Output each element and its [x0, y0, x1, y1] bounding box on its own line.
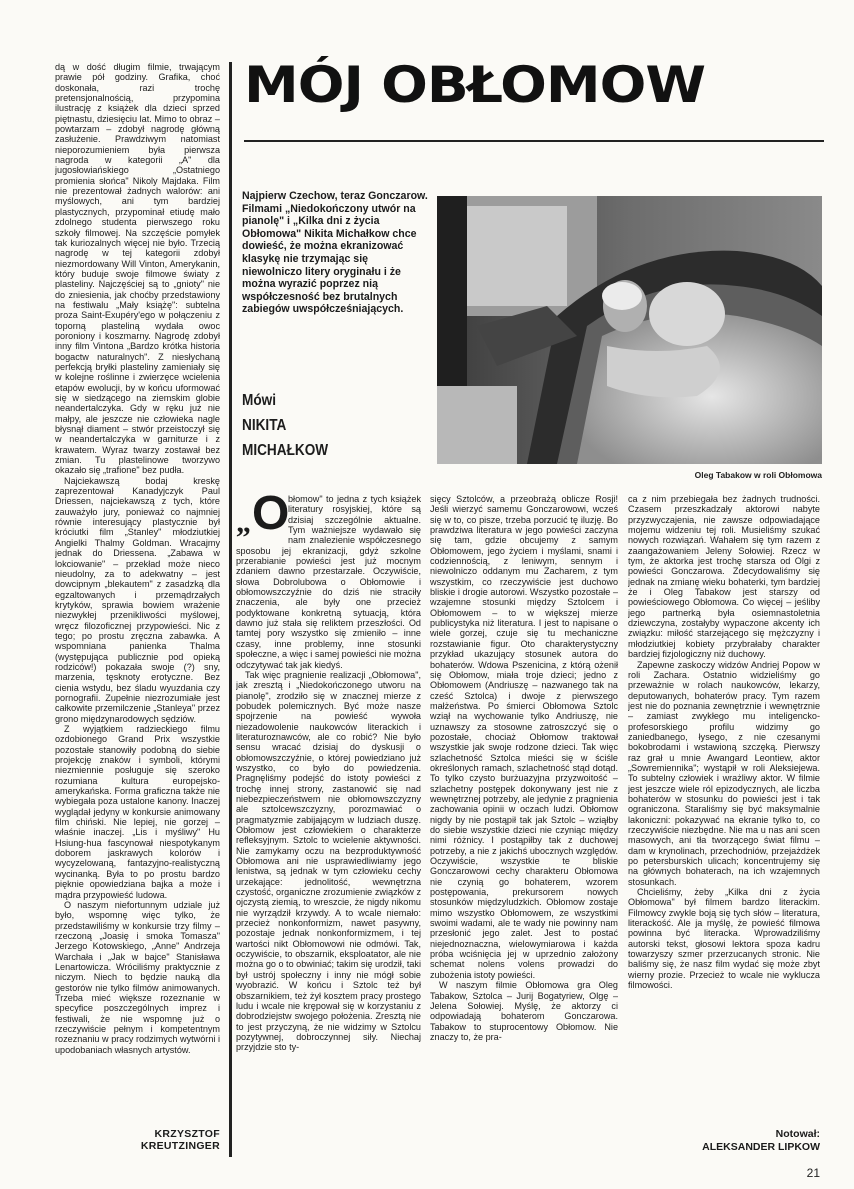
paragraph: Zapewne zaskoczy widzów Andriej Popow w roli Zachara. Ostatnio widzieliśmy go przeważnie w rolach naukowców, lekarzy, deputowanych, bohaterów pracy. Tym razem jest nie do poznania zewnętrznie i wewnętrznie – zamiast zwykłego mu inteligencko-profesorskiego profilu widzimy go zaniedbanego, łysego, z nie czesanymi bokobrodami i wstawioną szczęką. Pierwszy raz grał u mnie Awangard Leontiew, aktor „Sowremiennika"; wystąpił w roli Aleksiejewa. To subtelny człowiek i wrażliwy aktor. W filmie jest jeszcze wiele ról epizodycznych, ale liczba bohaterów w stosunku do powieści jest i tak ograniczona. Staraliśmy się być maksymalnie lakoniczni: pokazywać na ekranie tylko to, co rzeczywiście niezbędne. Nie ma u nas ani scen masowych, ani tła tworzącego świat filmu – dam w krynolinach, przechodniów, przejażdżek po petersburskich ulicach; koncentrujemy się na głównych bohaterach, na ich wzajemnych stosunkach.: [628, 659, 820, 887]
drop-cap-letter: O: [252, 494, 290, 540]
paragraph: dą w dość długim filmie, trwającym prawie pół godziny. Grafika, choć doskonała, razi trochę pretensjonalnością, przypomina ilustrację z książek dla dzieci sprzed piętnastu, dziesięciu lat. Mimo to obraz – powtarzam – zdobył nagrodę główną zasłużenie. Prawdziwym natomiast nieporozumieniem była pierwsza nagroda w kategorii „A" dla jugosłowiańskiego „Ostatniego promienia słońca" Nikoly Majdaka. Film nie prezentował żadnych walorów: ani myślowych, ani tym bardziej plastycznych, przypominał etiudę mało zdolnego studenta pierwszego roku szkoły filmowej. Na szczęście pomyłek tak kuriozalnych więcej nie było. Trzecią nagrodę w tej kategorii zdobył niezmordowany Will Vinton, Amerykanin, który buduje swoje filmowe światy z plasteliny. Najczęściej są to „gnioty" nie do zniesienia, jak choćby przedstawiony na festiwalu „Mały książę": subtelna proza Saint-Exupéry'ego w połączeniu z toporną plasteliną wydała owoc poroniony i koszmarny. Nagrodę zdobył inny film Vintona „Bardzo krótka historia bogactw naturalnych". Z niesłychaną perfekcją bryłki plasteliny zamieniały się w kolejne roślinne i zwierzęce wcielenia etapów ewolucji, by w końcu uformować się w siedzącego na ziemskim globie neandertalczyka. Gdy w ręku już nie małpy, ale jeszcze nie człowieka nagle błysnął diament – stwór przeistoczył się w neandertalczyka w garniturze i z krawatem. Wyraz twarzy zostawał bez zmian. Tu plastelinowe tworzywo okazało się „trafione" bez pudła.: [55, 62, 220, 476]
right-column-text: [430, 494, 618, 1159]
drop-cap-quote: „: [236, 506, 251, 539]
speaker-heading: [242, 388, 428, 463]
paragraph: W naszym filmie Obłomowa gra Oleg Tabakow, Sztolca – Jurij Bogatyriew, Olgę – Jelena Sołowiej. Myślę, że aktorzy ci odpowiadają bohaterom Gonczarowa. Tabakow to stuprocentowy Obłomow. Nie znaczy to, że pra-: [430, 980, 618, 1042]
paragraph: Chcieliśmy, żeby „Kilka dni z życia Obłomowa" był filmem bardzo literackim. Filmowcy zwykle boją się tych słów – literatura, literackość. Ale ja myślę, że powieść filmowa powinna być literacka. Wprowadziliśmy autorski tekst, głosowi lektora spoza kadru towarzyszy szmer przerzucanych stronic. Nie baliśmy się, że nasz film wydać się może zbyt wierny prozie. Przecież to wcale nie wyklucza filmowości.: [628, 887, 820, 991]
page-number: 21: [806, 1166, 820, 1180]
photo-caption: Oleg Tabakow w roli Obłomowa: [694, 470, 822, 480]
signature-label: Notował:: [775, 1128, 820, 1140]
paragraph: ca z nim przebiegała bez żadnych trudności. Czasem przeszkadzały aktorowi nabyte przyzwyczajenia, nie zawsze odpowiadające mojemu widzeniu tej roli. Musieliśmy szukać nowych rozwiązań. Wahałem się tym razem z zaangażowaniem Jeleny Sołowiej. Rzecz w tym, że aktorka jest trochę starsza od Olgi z powieści Gonczarowa. Zdecydowaliśmy się jednak na zmianę wieku bohaterki, tym bardziej że i Oleg Tabakow jest starszy od powieściowego Obłomowa. Co więcej – jeśliby jego partnerką była osiemnastoletnia dziewczyna, zostałyby wypaczone akcenty ich związku: miłość starzejącego się mężczyzny i młodziutkiej kobiety przybrałaby charakter bardziej fizjologiczny niż duchowy.: [628, 494, 820, 660]
speaker-line: MICHAŁKOW: [242, 442, 329, 459]
paragraph: Z wyjątkiem radzieckiego filmu ozdobionego Grand Prix wszystkie pozostałe stanowiły podobną do siebie projekcję znaków i symboli, którymi niezmiennie posługuje się szeroko rozumiana kultura europejsko-amerykańska. Forma graficzna także nie wybiegała poza ustalone kanony. Inaczej wyglądał jedyny w konkursie animowany film chiński. Nie lepiej, nie gorzej – właśnie inaczej. „Lis i myśliwy" Hu Hsiung-hua fascynował niespotykanym doborem jaskrawych kolorów i wycyzelowaną, fantazyjno-realistyczną wycinanką. Była to po prostu bardzo pięknie opowiedziana bajka a może i mądra przypowieść ludowa.: [55, 724, 220, 900]
title-underline: [244, 140, 824, 142]
paragraph: błomow" to jedna z tych książek literatury rosyjskiej, które są dzisiaj szczególnie aktualne. Tym ważniejsze wydawało się nam znalezienie współczesnego sposobu jej ekranizacji, gdyż szkolne przerabianie powieści jest już mocnym zdaniem dawno przestarzałe. Oczywiście, słowa Dobrolubowa o Obłomowie i obłomowszczyźnie do dziś nie straciły znaczenia, ale były one przecież podyktowane konkretną sytuacją, która dawno już stała się reliktem przeszłości. Od tamtej pory wszystko się zmieniło – inne czasy, inne problemy, inne stosunki społeczne, a więc i samej powieści nie można odczytywać tak jak kiedyś.: [236, 494, 421, 670]
paragraph: Najciekawszą bodaj kreskę zaprezentował Kanadyjczyk Paul Driessen, najciekawszą z tych, które zauważyło jury, ponieważ co najmniej równie interesujący plastycznie był króciutki film „Stanley" młodziutkiej Angielki Thalmy Goldman. Wracajmy jednak do Driessena. „Zabawa w lokciowanie" – przekład może nieco nieudolny, za to adekwatny – jest dowcipnym „blekautem" z zasadzką dla egzaltowanych i przemądrzałych krytyków, sprawia bowiem wrażenie niezwykłej przenikliwości myślowej, wręcz filozoficznej przypowieści. Nic z tego; po prostu zręczna zabawka. A wspomniana panienka Thalma (występująca publicznie pod opieką rodziców!) pokazała swoje (?) sny, marzenia, tęsknoty erotyczne. Bez cienia wstydu, bez śladu wyuzdania czy pornografii. Zupełnie niezrozumiałe jest całkowite przemilczenie „Stanleya" przez grono międzynarodowych sędziów.: [55, 475, 220, 724]
speaker-line: Mówi: [242, 392, 276, 409]
speaker-line: NIKITA: [242, 417, 287, 434]
article-title: MÓJ OBŁOMOW: [244, 56, 706, 114]
paragraph: Tak więc pragnienie realizacji „Obłomowa", jak zresztą i „Niedokończonego utworu na pianolę", zrodziło się w znacznej mierze z pobudek polemicznych. Być może nasze spojrzenie na powieść wywoła niezadowolenie naukowców literackich i literaturoznawców, ale co robić? Nie było sensu wracać dzisiaj do dyskusji o obłomowszczyźnie, o której powiedziano już wszystko, co było do powiedzenia. Pragnęliśmy podejść do istoty powieści z trochę innej strony, zastanowić się nad niebezpieczeństwem nie obłomowszczyzny ale sztolcewszczyzny, porozmawiać o pragmatyzmie zabijającym w ludziach duszę. Obłomow jest człowiekiem o charakterze refleksyjnym. Sztolc to wcielenie aktywności. Nie zamykamy oczu na bezproduktywność Obłomowa ani nie usprawiedliwiamy jego lenistwa, są jednak w tym człowieku cechy urzekające: jednolitość, wewnętrzna czystość, organiczne zrozumienie związków z ojczystą ziemią, to wreszcie, że nigdy nikomu nie wyrządził krzywdy. A to wcale niemało: przecież nonkonformizm, nawet pasywny, pozostaje jednak nonkonformizmem, i tej wartości nikt Obłomowowi nie odmówi. Tak, oczywiście, to obszarnik, eksploatator, ale nie można go o to obwiniać; takim się urodził, taki był ustrój społeczny i inny nie mógł sobie wyobrazić. W końcu i Sztolc też był obszarnikiem, też żył kosztem pracy prostego ludu i wcale nie krępował się w korzystaniu z dobrodziejstw swojego położenia. Zresztą nie to jest przyczyną, że nie widzimy w Sztolcu pozytywnej, dobroczynnej siły. Niechaj przyjdzie sto ty-: [236, 669, 421, 1053]
left-column-text: [55, 62, 220, 1152]
middle-column-text: [236, 494, 421, 1159]
author-signature-right: [628, 1128, 820, 1153]
paragraph: sięcy Sztolców, a przeobrażą oblicze Rosji! Jeśli wierzyć samemu Gonczarowowi, wcześ się w to, co pisze, trzeba porzucić tę iluzję. Bo prawdziwa literatura w jego powieści zaczyna się tam, gdzie obcujemy z samym Obłomowem, jego życiem i myślami, snami i codziennością, z leniwym, sennym i niewolniczo oddanym mu Zacharem, z tym wszystkim, co rzeczywiście jest duchowo bliskie i drogie autorowi. Wszystko pozostałe – wzajemne stosunki między Sztolcem i Obłomowem – to w większej mierze publicystyka niż literatura. I jest to napisane o wiele gorzej, czuje się tu mechaniczne rozstawianie figur. Oto charakterystyczny przykład ukazujący stosunek autora do bohaterów. Wdowa Pszenicina, z którą ożenił się Obłomow, miała troje dzieci; jedno z Obłomowem (Andriuszę – nazwanego tak na cześć Sztolca) i dwoje z pierwszego małżeństwa. Po śmierci Obłomowa Sztolc wziął na wychowanie tylko Andriuszę, nie uznawszy za stosowne zatroszczyć się o pozostałe, chociaż Obłomow traktował wszystkie jak swoje rodzone dzieci. Tak więc szlachetność Sztolca mieści się w ściśle określonych ramach, szlachetność stąd dotąd. To tylko czysto burżuazyjna przyzwoitość – szlachetny postępek dokonywany jest nie z wewnętrznej potrzeby, ale jedynie z pragnienia zachowania opinii w oczach ludzi. Obłomow nigdy by nie postąpił tak jak Sztolc – wziąłby do siebie wszystkie dzieci nie czyniąc między nimi różnicy. I postąpiłby tak z duchowej potrzeby, a nie z jakichś ubocznych względów. Oczywiście, wszystkie te bliskie Gonczarowowi cechy charakteru Obłomowa nie czynią go bohaterem, wzorem postępowania, prekursorem nowych stosunków międzyludzkich. Obłomow zostaje mimo wszystko Obłomowem, ze wszystkimi swoimi wadami, ale te wady nie powinny nam przesłonić jego zalet. Jest to postać niejednoznaczna, wielowymiarowa i każda próba wciśnięcia jej w uprzednio założony schemat nolens volens prowadzi do zubożenia istoty powieści.: [430, 494, 618, 980]
signature-name: ALEKSANDER LIPKOW: [702, 1140, 820, 1153]
photo-illustration: [437, 196, 822, 464]
drop-cap: [236, 494, 290, 540]
author-last-name: KREUTZINGER: [140, 1140, 220, 1152]
vertical-divider: [229, 62, 232, 1157]
far-right-column-text: [628, 494, 820, 1106]
author-first-name: KRZYSZTOF: [154, 1128, 220, 1140]
author-signature-left: [100, 1128, 220, 1152]
article-lead: Najpierw Czechow, teraz Gonczarow. Filmami „Niedokończony utwór na pianolę" i „Kilka dni z życia Obłomowa" Nikita Michałkow chce dowieść, że można ekranizować klasykę nie trzymając się niewolniczo litery oryginału i że można wyrazić poprzez nią współczesność bez brutalnych zabiegów uwspółcześniających.: [242, 190, 428, 316]
film-still-photo: [437, 196, 822, 464]
paragraph: O naszym niefortunnym udziale już było, wspomnę więc tylko, że przedstawiliśmy w konkursie trzy filmy – rzeczoną „Joasię i smoka Tomasza" Jerzego Kotowskiego, „Anne" Andrzeja Warchała i „Jak w bajce" Stanisława Lenartowicza. Wróciliśmy praktycznie z niczym. Niech to będzie nauką dla gestorów nie tylko filmów animowanych. Trzeba mieć większe rozeznanie w specyfice poszczególnych imprez i festiwali, że nie wspomnę już o rzeczywiście pełnym i kompetentnym rozeznaniu w pracy rodzimych wytwórni i upodobaniach własnych artystów.: [55, 899, 220, 1055]
